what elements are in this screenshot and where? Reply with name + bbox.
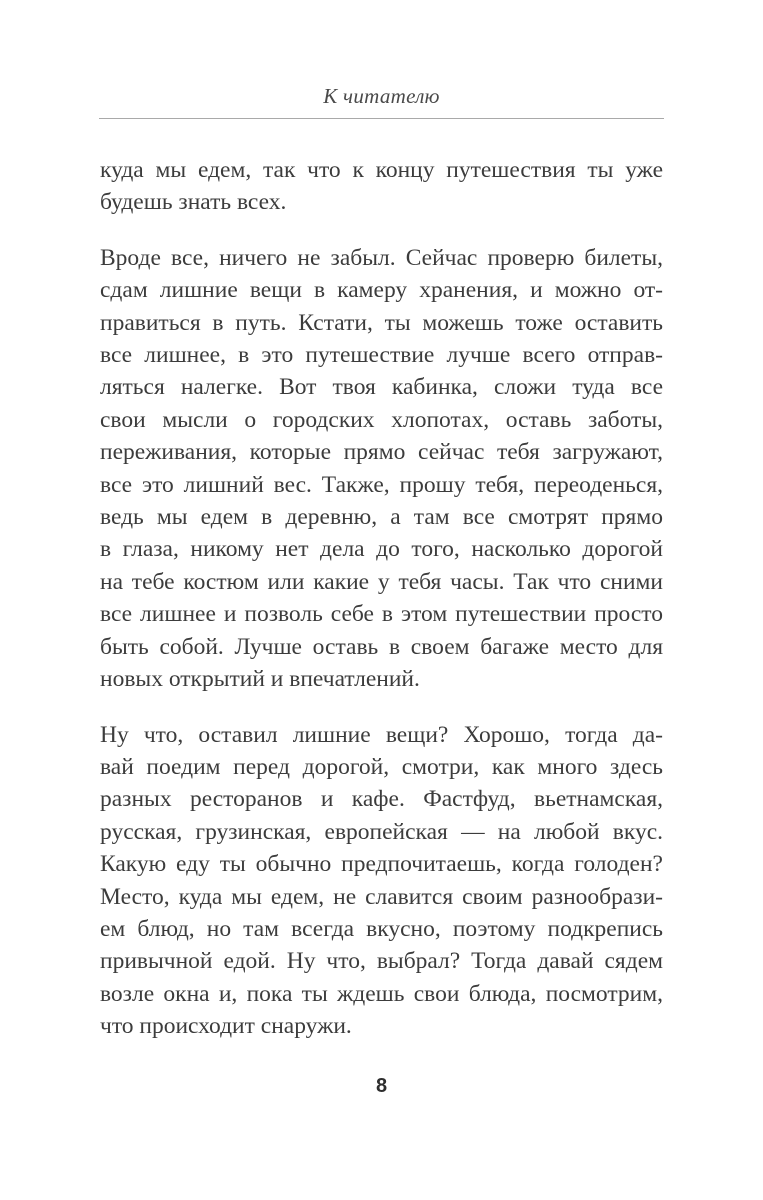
text-line: ляться налегке. Вот твоя кабинка, сложи туда все <box>100 374 663 401</box>
text-line: все лишнее и позволь себе в этом путешествии просто <box>100 601 663 628</box>
text-line: переживания, которые прямо сейчас тебя загружают, <box>100 439 663 466</box>
text-line: Вроде все, ничего не забыл. Сейчас проверю билеты, <box>100 244 663 271</box>
text-line: привычной едой. Ну что, выбрал? Тогда давай сядем <box>100 948 663 975</box>
text-line: ведь мы едем в деревню, а там все смотрят прямо <box>100 504 663 531</box>
text-line: ем блюд, но там всегда вкусно, поэтому подкрепись <box>100 915 663 942</box>
text-line: разных ресторанов и кафе. Фастфуд, вьетнамская, <box>100 786 663 813</box>
text-line: правиться в путь. Кстати, ты можешь тоже оставить <box>100 309 663 336</box>
page-number: 8 <box>375 1075 388 1097</box>
text-line: новых открытий и впечатлений. <box>100 666 420 693</box>
text-line: возле окна и, пока ты ждешь свои блюда, посмотрим, <box>100 980 663 1007</box>
text-line: все лишнее, в это путешествие лучше всего отправ- <box>100 342 663 369</box>
body-paragraph <box>100 242 663 696</box>
text-line: русская, грузинская, европейская — на любой вкус. <box>100 818 663 845</box>
body-text-block <box>100 154 663 1043</box>
running-head-title: К читателю <box>323 84 440 108</box>
text-line: быть собой. Лучше оставь в своем багаже место для <box>100 633 663 660</box>
body-paragraph <box>100 719 663 1043</box>
text-line: свои мысли о городских хлопотах, оставь заботы, <box>100 406 663 433</box>
body-paragraph <box>100 154 663 219</box>
text-line: все это лишний вес. Также, прошу тебя, переоденься, <box>100 471 663 498</box>
running-head-divider-line <box>99 118 664 119</box>
text-line: Ну что, оставил лишние вещи? Хорошо, тогда да- <box>100 721 663 748</box>
text-line: вай поедим перед дорогой, смотри, как много здесь <box>100 753 663 780</box>
text-line: что происходит снаружи. <box>100 1013 352 1040</box>
text-line: куда мы едем, так что к концу путешествия ты уже <box>100 157 663 183</box>
text-line: сдам лишние вещи в камеру хранения, и можно от- <box>100 277 663 304</box>
text-line: Какую еду ты обычно предпочитаешь, когда голоден? <box>100 851 663 878</box>
text-line: будешь знать всех. <box>100 189 287 216</box>
text-line: на тебе костюм или какие у тебя часы. Так что сними <box>100 568 663 595</box>
text-line: в глаза, никому нет дела до того, насколько дорогой <box>100 536 663 563</box>
text-line: Место, куда мы едем, не славится своим разнообрази- <box>100 883 663 910</box>
